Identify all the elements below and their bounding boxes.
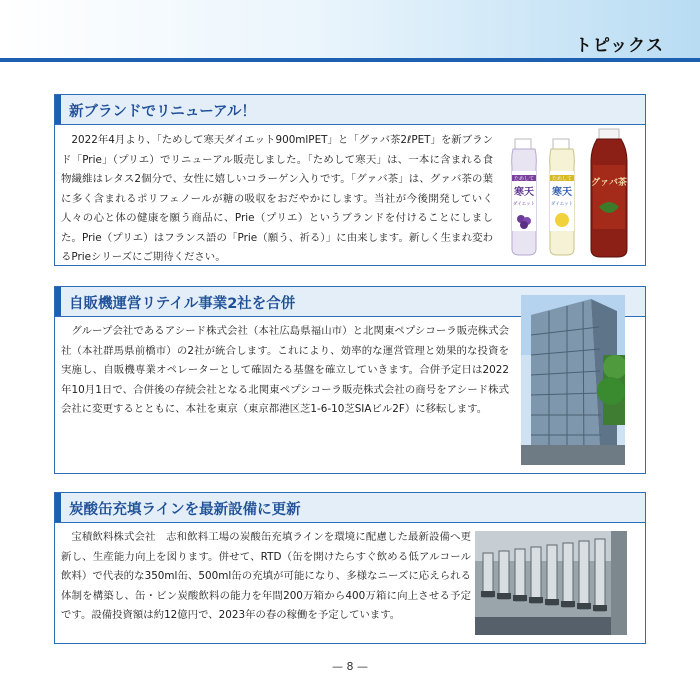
bottle-kanten-grape (512, 139, 537, 255)
bottle-1-header: ためして (513, 176, 535, 182)
section-title: 自販機運営リテイル事業2社を合併 (69, 296, 296, 312)
bottle-2-header: ためして (551, 176, 573, 182)
bottle-2-label: 寒天 (552, 187, 572, 198)
topic-section-rebrand (54, 94, 646, 266)
bottle-1-label: 寒天 (514, 187, 534, 198)
section-body: 宝積飲料株式会社 志和飲料工場の炭酸缶充填ラインを環境に配慮した最新設備へ更新し、生産能力向上を図ります。併せて、RTD（缶を開けたらすぐ飲める低アルコール飲料）で代表的な350ml缶、500ml缶の充填が可能になり、多様なニーズに応えられる体制を構築し、缶・ビン炭酸飲料の能力を年間200万箱から400万箱に向上させる予定です。設備投資額は約12億円で、2023年の春の稼働を予定しています。 (61, 531, 471, 621)
filling-line-photo (475, 531, 627, 635)
section-title: 新ブランドでリニューアル！ (69, 104, 256, 120)
bottle-guava-tea (591, 129, 627, 257)
page-title: トピックス (574, 36, 664, 56)
section-body: グループ会社であるアシード株式会社（本社広島県福山市）と北関東ペプシコーラ販売株式会社（本社群馬県前橋市）の2社が統合します。これにより、効率的な運営管理と効果的な投資を実施し、自販機専業オペレーターとして確固たる基盤を確立していきます。合併予定日は2022年10月1日で、合併後の存続会社となる北関東ペプシコーラ販売株式会社の商号をアシード株式会社に変更するとともに、本社を東京（東京都港区芝1-6-10芝SIAビル2F）に移転します。 (61, 325, 509, 415)
page-number: — 8 — (332, 660, 368, 673)
section-heading (55, 95, 645, 125)
section-heading (55, 493, 645, 523)
product-bottles-image (507, 127, 639, 259)
bottle-1-footer: ダイエット (512, 202, 536, 207)
topic-section-canning-line (54, 492, 646, 644)
bottle-kanten-lemon (550, 139, 575, 255)
bottle-2-footer: ダイエット (550, 202, 574, 207)
office-building-photo (521, 295, 625, 465)
section-title: 炭酸缶充填ラインを最新設備に更新 (69, 502, 301, 518)
section-body: 2022年4月より、「ためして寒天ダイエット900mlPET」と「グァバ茶2ℓPET」を新ブランド「Prie」（プリエ）でリニューアル販売しました。「ためして寒天」は、一本に含まれる食物繊維はレタス2個分で、女性に嬉しいコラーゲン入りです。「グァバ茶」は、グァバ茶の葉に多く含まれるポリフェノールが糖の吸収をおだやかにします。当社が今後開発していく人々の心と体の健康を願う商品に、Prie（プリエ）というブランドを付けることにしました。Prie（プリエ）はフランス語の「Prie（願う、祈る）」に由来します。新しく生まれ変わるPrieシリーズにご期待ください。 (61, 134, 493, 263)
header-rule (0, 58, 700, 62)
bottle-3-label: グァバ茶 (590, 178, 628, 188)
topic-section-merger (54, 286, 646, 474)
